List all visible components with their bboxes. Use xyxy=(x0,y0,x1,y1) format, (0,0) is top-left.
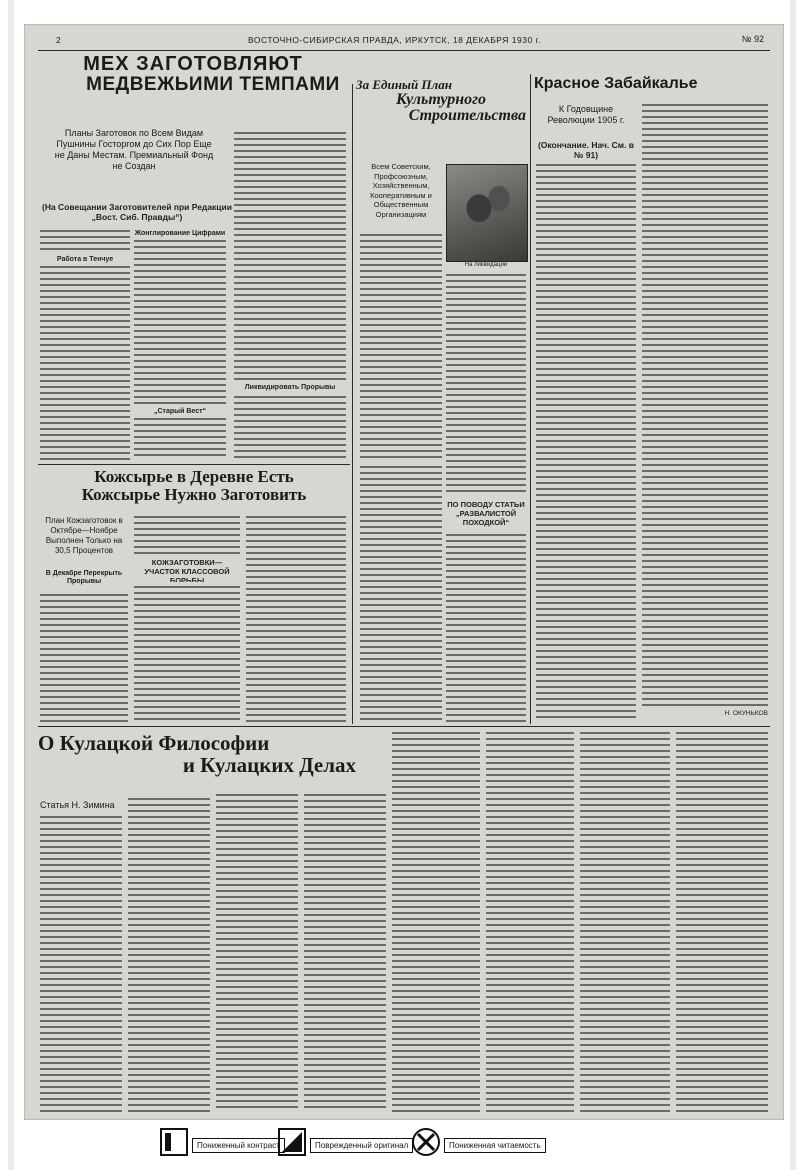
fur-lead: Планы Заготовок по Всем Видам Пушнины Госторгом до Сих Пор Еще не Даны Местам. Премиальный Фонд не Создан xyxy=(54,128,214,171)
zabaikal-note: (Окончание. Нач. См. в № 91) xyxy=(537,140,635,160)
kulak-headline-block xyxy=(38,732,356,794)
kulak-text xyxy=(304,794,386,1112)
kulak-headline-1: О Кулацкой Философии xyxy=(38,732,270,755)
damaged-original-icon xyxy=(278,1128,306,1156)
issue-number: № 92 xyxy=(741,34,764,44)
fur-text xyxy=(134,418,226,460)
culture-text xyxy=(446,274,526,462)
scan-edge-left xyxy=(8,0,14,1170)
fur-subhead: (На Совещании Заготовителей при Редакции „Вост. Сиб. Правды“) xyxy=(42,202,232,222)
fur-text xyxy=(40,230,130,254)
kulak-text xyxy=(392,732,480,1112)
zabaikal-signature: Н. ОКУНЬКОВ xyxy=(724,710,768,717)
leather-lead: План Кожзаготовок в Октябре—Ноябре Выполнен Только на 30,5 Процентов xyxy=(45,516,123,555)
zabaikal-text xyxy=(642,104,768,708)
divider xyxy=(38,464,350,465)
culture-subhead-2: ПО ПОВОДУ СТАТЬИ „РАЗВАЛИСТОЙ ПОХОДКОЙ“ xyxy=(447,500,525,527)
culture-lead: Всем Советским, Профсоюзным, Хозяйственным, Кооперативным и Общественным Организациям xyxy=(370,162,432,219)
culture-headline-3: Строительства xyxy=(408,107,526,125)
fur-text xyxy=(134,240,226,404)
fur-text xyxy=(234,132,346,380)
low-contrast-icon xyxy=(160,1128,188,1156)
culture-text xyxy=(446,534,526,722)
fur-section-4: „Старый Вест“ xyxy=(153,408,207,415)
low-contrast-label: Пониженный контраст xyxy=(192,1138,285,1153)
newspaper-page xyxy=(24,24,784,1120)
fur-headline-1: МЕХ ЗАГОТОВЛЯЮТ xyxy=(83,54,303,75)
fur-col-1 xyxy=(40,230,130,460)
fur-section-1: Работа в Тенчуе xyxy=(56,256,114,263)
culture-text xyxy=(360,234,442,462)
fur-headline-block xyxy=(38,54,348,94)
low-readability-icon xyxy=(412,1128,440,1156)
leather-subhead: В Декабре Перекрыть Прорывы xyxy=(45,570,123,585)
damaged-original-label: Поврежденный оригинал xyxy=(310,1138,413,1153)
culture-headline-block xyxy=(356,78,526,158)
kulak-text xyxy=(216,794,298,1112)
divider xyxy=(38,726,770,727)
leather-text xyxy=(40,594,128,722)
scan-edge-right xyxy=(790,0,796,1170)
kulak-text xyxy=(486,732,574,1112)
kulak-text xyxy=(676,732,768,1112)
column-rule xyxy=(530,74,531,724)
kulak-text xyxy=(580,732,670,1112)
fur-col-2 xyxy=(134,230,226,460)
kulak-text xyxy=(128,798,210,1112)
page-header xyxy=(38,30,770,51)
culture-photo xyxy=(446,164,528,262)
leather-headline-1: Кожсырье в Деревне Есть xyxy=(94,468,294,486)
culture-headline-2: Культурного xyxy=(395,90,487,108)
fur-section-2: Жонглирование Цифрами xyxy=(134,230,226,237)
zabaikal-text xyxy=(536,164,636,722)
kulak-headline-2: и Кулацких Делах xyxy=(182,753,356,778)
culture-headline-1: За Единый План xyxy=(356,78,452,92)
fur-section-3: Ликвидировать Прорывы xyxy=(244,384,336,391)
fur-text xyxy=(234,396,346,460)
page-number: 2 xyxy=(56,35,61,45)
fur-col-3 xyxy=(234,132,346,460)
masthead: ВОСТОЧНО-СИБИРСКАЯ ПРАВДА, ИРКУТСК, 18 ДЕКАБРЯ 1930 г. xyxy=(248,35,541,45)
kulak-text xyxy=(40,816,122,1112)
leather-text xyxy=(246,516,346,722)
culture-photo-caption: На ликвидации xyxy=(464,262,508,268)
fur-headline-2: МЕДВЕЖЬИМИ ТЕМПАМИ xyxy=(86,74,340,94)
zabaikal-headline: Красное Забайкалье xyxy=(534,76,698,92)
leather-box-title: КОЖЗАГОТОВКИ— УЧАСТОК КЛАССОВОЙ БОРЬБЫ xyxy=(144,558,230,582)
zabaikal-lead: К Годовщине Революции 1905 г. xyxy=(547,104,625,125)
culture-text xyxy=(360,466,442,722)
fur-text xyxy=(40,266,130,460)
low-readability-label: Пониженная читаемость xyxy=(444,1138,546,1153)
leather-text xyxy=(134,586,240,722)
column-rule xyxy=(352,84,353,724)
kulak-byline: Статья Н. Зимина xyxy=(40,800,115,810)
leather-headline-block xyxy=(38,468,350,512)
leather-headline-2: Кожсырье Нужно Заготовить xyxy=(81,484,307,504)
leather-text xyxy=(134,516,240,554)
culture-text xyxy=(446,466,526,496)
scan-quality-footer xyxy=(160,1126,660,1160)
